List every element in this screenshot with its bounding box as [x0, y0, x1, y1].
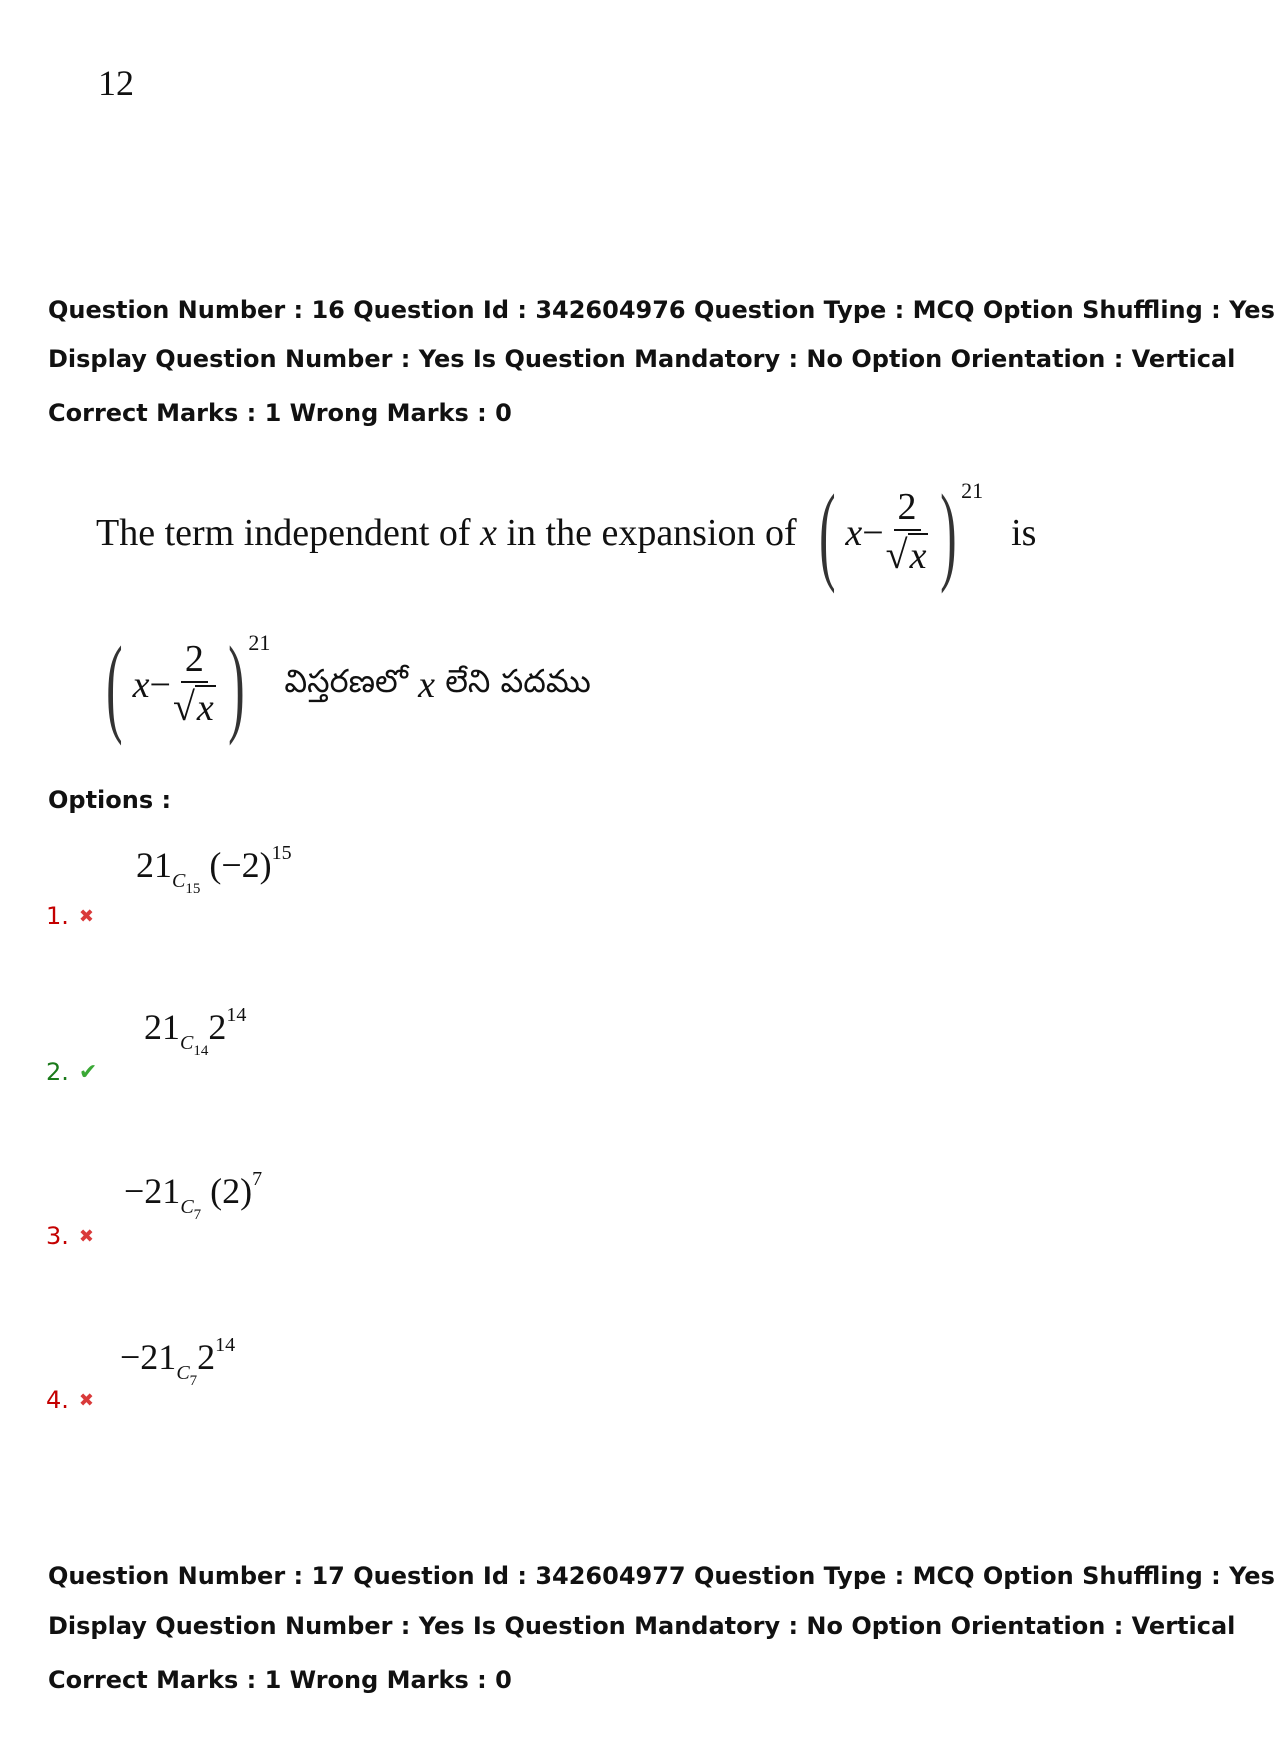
option-4[interactable]: 4. ✖ — [46, 1386, 94, 1414]
option-2-content[interactable]: $21_{C_{14}}2^{14}$ — [144, 1004, 247, 1059]
wrong-icon: ✖ — [78, 905, 94, 927]
q17-meta-line2: Display Question Number : Yes Is Question Mandatory : No Option Orientation : Vertical — [48, 1612, 1236, 1640]
q17-meta-line3: Correct Marks : 1 Wrong Marks : 0 — [48, 1666, 512, 1694]
q16-number: 16 — [311, 296, 345, 324]
q17-number: 17 — [311, 1562, 345, 1590]
q16-meta-line2: Display Question Number : Yes Is Question Mandatory : No Option Orientation : Vertical — [48, 345, 1236, 373]
right-paren: ) — [940, 472, 958, 594]
q16-meta-line3: Correct Marks : 1 Wrong Marks : 0 — [48, 399, 512, 427]
q16-type: MCQ — [912, 296, 975, 324]
q16-question-english: The term independent of x in the expansion of ( x − $\frac{2}{√x}$ ) 21 is — [96, 472, 1037, 594]
option-4-content[interactable]: $-21_{C_7}2^{14}$ — [120, 1334, 236, 1389]
options-label: Options : — [48, 786, 172, 814]
option-1-content[interactable]: $21_{C_{15}}$ $(-2)^{15}$ — [136, 842, 292, 897]
q17-id: 342604977 — [535, 1562, 686, 1590]
q16-meta-line1: Question Number : 16 Question Id : 342604976 Question Type : MCQ Option Shuffling : Yes — [48, 296, 1275, 324]
q16-id: 342604976 — [535, 296, 686, 324]
q16-question-telugu: ( x − $\frac{2}{√x}$ ) 21 విస్తరణలో x లేని పదము — [106, 624, 591, 746]
wrong-icon: ✖ — [78, 1389, 94, 1411]
option-2[interactable]: 2. ✔ — [46, 1058, 98, 1086]
option-3-content[interactable]: $-21_{C_7}$ $(2)^7$ — [124, 1168, 263, 1223]
previous-answer-text: 12 — [98, 63, 134, 103]
wrong-icon: ✖ — [78, 1225, 94, 1247]
option-1[interactable]: 1. ✖ — [46, 902, 94, 930]
q16-shuffle: Yes — [1229, 296, 1275, 324]
check-icon: ✔ — [78, 1059, 98, 1085]
q17-meta-line1: Question Number : 17 Question Id : 342604977 Question Type : MCQ Option Shuffling : Yes — [48, 1562, 1275, 1590]
fraction: $\frac{2}{√x}$ — [885, 485, 927, 577]
left-paren: ( — [818, 472, 836, 594]
option-3[interactable]: 3. ✖ — [46, 1222, 94, 1250]
exponent: 21 — [961, 478, 984, 503]
